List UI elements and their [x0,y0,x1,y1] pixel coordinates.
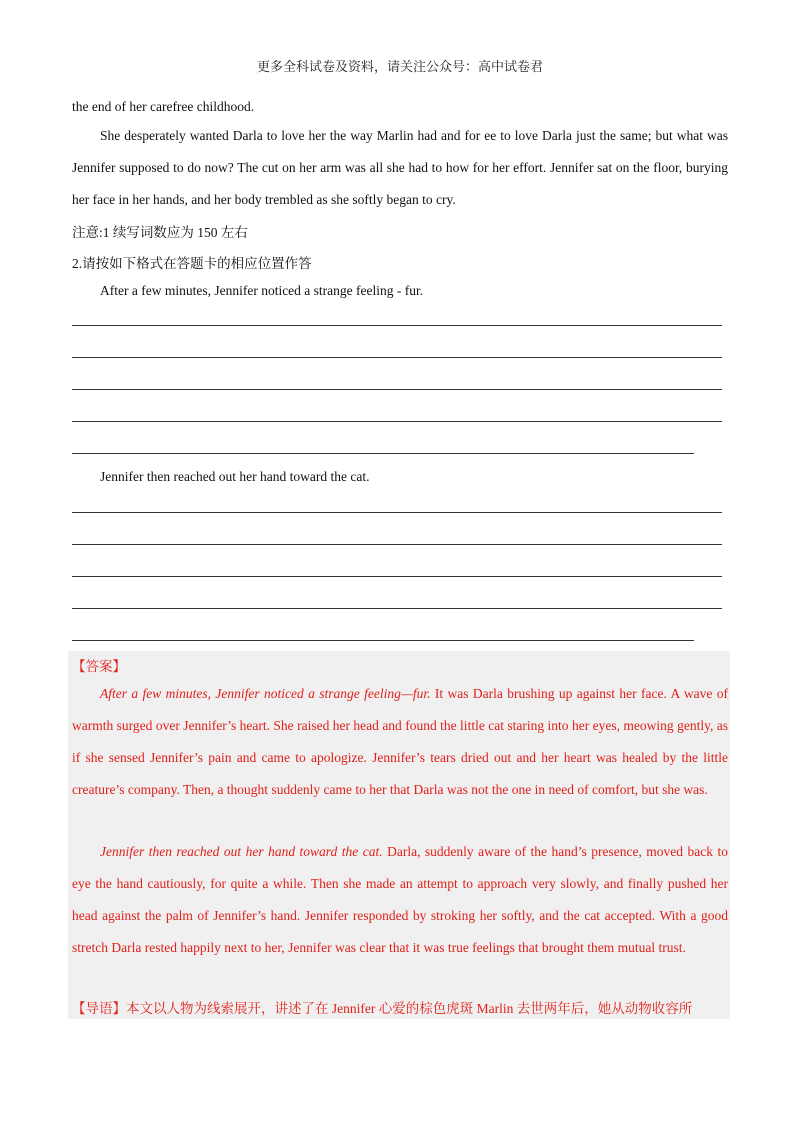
writing-line[interactable] [72,544,722,545]
writing-line[interactable] [72,512,722,513]
answer-paragraph-1-body: It was Darla brushing up against her face. A wave of warmth surged over Jennifer’s heart. She raised her head and found the little cat staring into her eyes, meowing gently, as if she sensed Jennifer’s pain and came to apologize. Jennifer’s tears dried out and her heart was healed by the little creature’s company. Then, a thought suddenly came to her that Darla was not the one in need of comfort, but she was. [72,686,728,797]
story-paragraph: She desperately wanted Darla to love her the way Marlin had and for ee to love Darla just the same; but what was Jennifer supposed to do now? The cut on her arm was all she had to how for her effort. Jennifer sat on the floor, burying her face in her hands, and her body trembled as she softly began to cry. [72,128,728,207]
answer-paragraph-1 [72,678,728,806]
prompt-paragraph-1: After a few minutes, Jennifer noticed a strange feeling - fur. [100,283,424,298]
story-line-end: the end of her carefree childhood. [72,99,255,114]
note-word-count: 注意:1 续写词数应为 150 左右 [72,225,248,240]
answer-paragraph-2-lead: Jennifer then reached out her hand toward the cat. [100,844,383,859]
answer-paragraph-1-lead: After a few minutes, Jennifer noticed a strange feeling—fur. [100,686,431,701]
writing-line[interactable] [72,389,722,390]
note-format: 2.请按如下格式在答题卡的相应位置作答 [72,256,312,271]
answer-paragraph-2 [72,836,728,964]
writing-line[interactable] [72,357,722,358]
page-header: 更多全科试卷及资料，请关注公众号：高中试卷君 [256,59,543,74]
writing-line[interactable] [72,325,722,326]
writing-line[interactable] [72,608,722,609]
guide-text: 【导语】本文以人物为线索展开，讲述了在 Jennifer 心爱的棕色虎斑 Marlin 去世两年后，她从动物收容所 [72,1001,693,1016]
writing-line[interactable] [72,576,722,577]
prompt-paragraph-2: Jennifer then reached out her hand toward the cat. [100,469,370,484]
writing-line[interactable] [72,453,694,454]
answer-label: 【答案】 [72,659,126,674]
writing-line[interactable] [72,421,722,422]
answer-paragraph-2-body: Darla, suddenly aware of the hand’s presence, moved back to eye the hand cautiously, for quite a while. Then she made an attempt to approach very slowly, and finally pushed her head against the palm of Jennifer’s hand. Jennifer responded by stroking her softly, and the cat accepted. With a good stretch Darla rested happily next to her, Jennifer was clear that it was true feelings that brought them mutual trust. [72,844,728,955]
writing-line[interactable] [72,640,694,641]
